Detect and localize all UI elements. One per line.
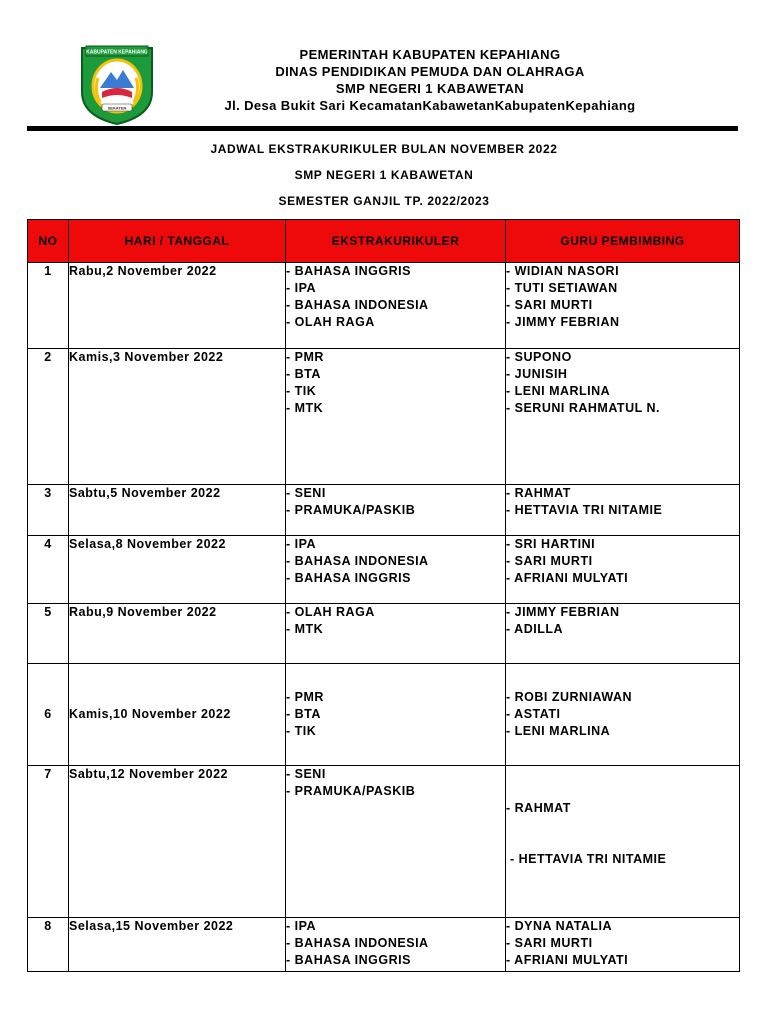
row-teachers [506,918,740,972]
letterhead-address: Jl. Desa Bukit Sari KecamatanKabawetanKabupatenKepahiang [224,98,636,113]
row-number: 4 [28,536,69,604]
activity-item: - BAHASA INGGRIS [286,953,411,967]
activity-item: - PMR [286,350,324,364]
activity-item: - PRAMUKA/PASKIB [286,784,416,798]
activity-item: - IPA [286,919,317,933]
letterhead-divider [27,126,738,131]
activity-item: - BTA [286,367,321,381]
activity-item: - IPA [286,281,317,295]
teacher-item: - HETTAVIA TRI NITAMIE [506,503,663,517]
table-row [28,349,740,485]
teacher-item: - SARI MURTI [506,936,593,950]
letterhead-department: DINAS PENDIDIKAN PEMUDA DAN OLAHRAGA [275,64,585,79]
letterhead-government: PEMERINTAH KABUPATEN KEPAHIANG [299,47,561,62]
activity-item: - OLAH RAGA [286,315,375,329]
document-subtitle-school: SMP NEGERI 1 KABAWETAN [294,168,474,182]
row-number: 7 [28,766,69,918]
teacher-item: - JIMMY FEBRIAN [506,315,620,329]
header-day-date: HARI / TANGGAL [69,220,286,263]
activity-item: - SENI [286,486,326,500]
activity-item: - PRAMUKA/PASKIB [286,503,416,517]
row-activities [286,485,506,536]
row-teachers [506,766,740,918]
row-teachers [506,664,740,766]
teacher-item: - HETTAVIA TRI NITAMIE [506,852,667,866]
row-teachers [506,604,740,664]
logo-ribbon-text: SEKATEN [107,105,127,111]
activity-item: - SENI [286,767,326,781]
row-day-date: Kamis,3 November 2022 [69,349,286,485]
table-row [28,536,740,604]
table-row [28,263,740,349]
teacher-item: - SUPONO [506,350,572,364]
teacher-item: - ROBI ZURNIAWAN [506,690,633,704]
row-activities [286,604,506,664]
document-title: JADWAL EKSTRAKURIKULER BULAN NOVEMBER 2022 [210,142,558,156]
regency-logo [78,42,156,126]
row-activities [286,536,506,604]
row-day-date: Kamis,10 November 2022 [69,664,286,766]
row-activities [286,918,506,972]
activity-item: - IPA [286,537,317,551]
teacher-item: - JIMMY FEBRIAN [506,605,620,619]
row-number: 3 [28,485,69,536]
activity-item: - BAHASA INGGRIS [286,264,411,278]
letterhead-school: SMP NEGERI 1 KABAWETAN [335,81,525,96]
row-day-date: Rabu,9 November 2022 [69,604,286,664]
row-number: 8 [28,918,69,972]
activity-item: - MTK [286,622,324,636]
row-teachers [506,263,740,349]
activity-item: - TIK [286,384,317,398]
header-activity: EKSTRAKURIKULER [286,220,506,263]
activity-item: - TIK [286,724,317,738]
row-day-date: Selasa,15 November 2022 [69,918,286,972]
row-activities [286,664,506,766]
activity-item: - BAHASA INDONESIA [286,936,429,950]
kepahiang-emblem-icon [78,42,156,126]
header-teacher: GURU PEMBIMBING [506,220,740,263]
teacher-item: - RAHMAT [506,486,571,500]
activity-item: - BAHASA INGGRIS [286,571,411,585]
table-row [28,664,740,766]
activity-item: - PMR [286,690,324,704]
teacher-item: - RAHMAT [506,801,571,815]
row-number: 6 [28,664,69,766]
activity-item: - BAHASA INDONESIA [286,554,429,568]
teacher-item: - SRI HARTINI [506,537,596,551]
logo-banner-text: KABUPATEN KEPAHIANG [86,49,148,56]
table-row [28,918,740,972]
teacher-item: - SARI MURTI [506,554,593,568]
row-day-date: Selasa,8 November 2022 [69,536,286,604]
teacher-item: - LENI MARLINA [506,384,611,398]
activity-item: - BTA [286,707,321,721]
teacher-item: - AFRIANI MULYATI [506,571,629,585]
teacher-item: - DYNA NATALIA [506,919,613,933]
row-number: 5 [28,604,69,664]
teacher-item: - WIDIAN NASORI [506,264,620,278]
document-subtitle-semester: SEMESTER GANJIL TP. 2022/2023 [278,194,490,208]
table-row [28,485,740,536]
row-number: 1 [28,263,69,349]
row-activities [286,263,506,349]
teacher-item: - ADILLA [506,622,563,636]
teacher-item: - SARI MURTI [506,298,593,312]
row-activities [286,766,506,918]
row-day-date: Rabu,2 November 2022 [69,263,286,349]
activity-item: - BAHASA INDONESIA [286,298,429,312]
teacher-item: - JUNISIH [506,367,568,381]
row-teachers [506,349,740,485]
row-day-date: Sabtu,12 November 2022 [69,766,286,918]
row-activities [286,349,506,485]
row-day-date: Sabtu,5 November 2022 [69,485,286,536]
teacher-item: - ASTATI [506,707,561,721]
header-no: NO [28,220,69,263]
table-row [28,604,740,664]
table-header-row [28,220,740,263]
teacher-item: - TUTI SETIAWAN [506,281,618,295]
schedule-table [27,219,740,972]
letterhead [160,46,700,114]
row-teachers [506,485,740,536]
teacher-item: - AFRIANI MULYATI [506,953,629,967]
row-number: 2 [28,349,69,485]
activity-item: - MTK [286,401,324,415]
teacher-item: - SERUNI RAHMATUL N. [506,401,660,415]
activity-item: - OLAH RAGA [286,605,375,619]
teacher-item: - LENI MARLINA [506,724,611,738]
table-row [28,766,740,918]
row-teachers [506,536,740,604]
